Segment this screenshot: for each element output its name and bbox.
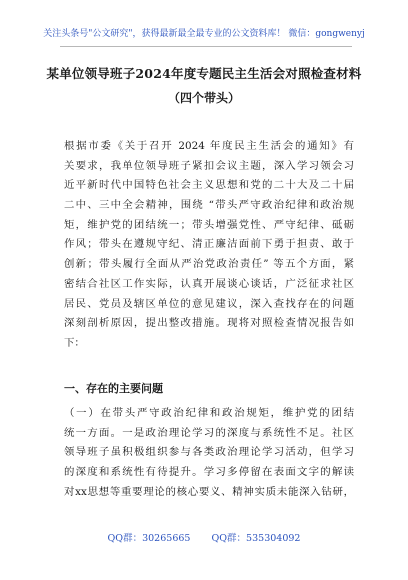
section-paragraph — [64, 404, 354, 502]
document-title: 某单位领导班子2024年度专题民主生活会对照检查材料 — [46, 66, 362, 81]
text-line: 矩，维护党的团结统一；带头增强党性、严守纪律、砥砺 — [64, 218, 354, 231]
text-line: 近平新时代中国特色社会主义思想和党的二十大及二十届 — [64, 179, 354, 192]
intro-paragraph — [64, 137, 354, 354]
text-line: 居民、党员及辖区单位的意见建议，深入查找存在的问题 — [64, 297, 354, 310]
text-line: 对xx思想等重要理论的核心要义、精神实质未能深入钻研， — [64, 485, 354, 498]
text-line: 下： — [64, 336, 85, 349]
text-line: （一）在带头严守政治纪律和政治规矩，维护党的团结 — [64, 407, 354, 419]
header-divider — [60, 46, 352, 47]
text-line: 领导班子虽积极组织参与各类政治理论学习活动，但学习 — [64, 446, 354, 459]
text-line: 统一方面。一是政治理论学习的深度与系统性不足。社区 — [64, 426, 354, 439]
header-promo-note: 关注头条号"公文研究"，获得最新最全最专业的公文资料库！ 微信：gongwenyj — [43, 29, 365, 39]
text-line: 根据市委《关于召开 2024 年度民主生活会的通知》有 — [64, 140, 354, 152]
text-line: 关要求，我单位领导班子紧扣会议主题，深入学习领会习 — [64, 159, 354, 172]
footer-qq-group-1: QQ群：30265665 — [107, 533, 191, 544]
text-line: 创新；带头履行全面从严治党政治责任” 等五个方面，紧 — [64, 258, 354, 271]
document-subtitle: （四个带头） — [167, 91, 240, 105]
section-heading: 一、存在的主要问题 — [64, 382, 163, 395]
text-line: 作风；带头在遵规守纪、清正廉洁面前下勇于担责、敢于 — [64, 238, 354, 251]
text-line: 的深度和系统性有待提升。学习多停留在表面文字的解读 — [64, 466, 354, 479]
text-line: 二中、三中全会精神，围绕 “带头严守政治纪律和政治规 — [64, 199, 354, 212]
footer-qq-group-2: QQ群：535304092 — [211, 533, 301, 544]
footer-contact — [0, 530, 408, 544]
text-line: 深刻剖析原因，提出整改措施。现将对照检查情况报告如 — [64, 317, 354, 330]
text-line: 密结合社区工作实际，认真开展谈心谈话，广泛征求社区 — [64, 277, 354, 290]
